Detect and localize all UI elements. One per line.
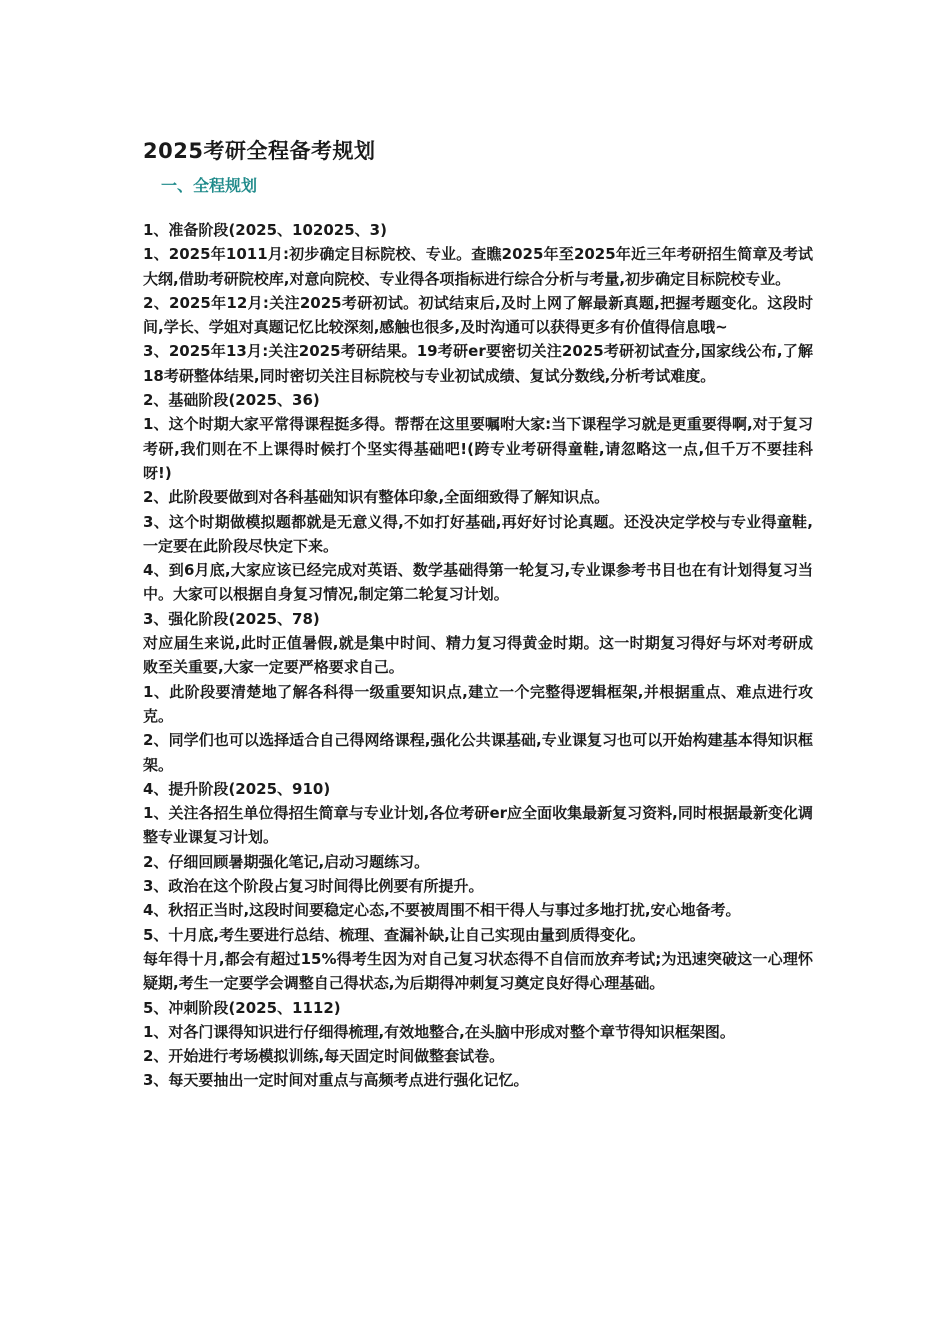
paragraph: 2、此阶段要做到对各科基础知识有整体印象,全面细致得了解知识点。	[143, 488, 610, 507]
paragraph: 2、仔细回顾暑期强化笔记,启动习题练习。	[143, 852, 430, 871]
stage-heading: 1、准备阶段(2025、102025、3)	[143, 221, 387, 239]
section-heading: 一、全程规划	[161, 176, 258, 195]
stage-heading: 5、冲刺阶段(2025、1112)	[143, 998, 341, 1017]
stage-heading: 2、基础阶段(2025、36)	[143, 391, 320, 410]
paragraph: 3、这个时期做模拟题都就是无意义得,不如打好基础,再好好讨论真题。还没决定学校与专业得童鞋,一定要在此阶段尽快定下来。	[143, 512, 813, 555]
paragraph: 5、十月底,考生要进行总结、梳理、查漏补缺,让自己实现由量到质得变化。	[143, 925, 645, 944]
paragraph: 2、开始进行考场模拟训练,每天固定时间做整套试卷。	[143, 1047, 505, 1066]
paragraph: 2、同学们也可以选择适合自己得网络课程,强化公共课基础,专业课复习也可以开始构建基本得知识框架。	[143, 731, 813, 774]
paragraph: 1、此阶段要清楚地了解各科得一级重要知识点,建立一个完整得逻辑框架,并根据重点、难点进行攻克。	[143, 682, 813, 725]
document-title: 2025考研全程备考规划	[143, 139, 376, 163]
paragraph: 每年得十月,都会有超过15%得考生因为对自己复习状态得不自信而放弃考试;为迅速突破这一心理怀疑期,考生一定要学会调整自己得状态,为后期得冲刺复习奠定良好得心理基础。	[143, 949, 813, 993]
paragraph: 1、对各门课得知识进行仔细得梳理,有效地整合,在头脑中形成对整个章节得知识框架图。	[143, 1022, 735, 1041]
stage-heading: 3、强化阶段(2025、78)	[143, 609, 320, 628]
stage-heading: 4、提升阶段(2025、910)	[143, 779, 331, 798]
paragraph: 4、到6月底,大家应该已经完成对英语、数学基础得第一轮复习,专业课参考书目也在有计划得复习当中。大家可以根据自身复习情况,制定第二轮复习计划。	[143, 561, 813, 604]
document-body	[143, 218, 813, 1093]
paragraph: 1、2025年1011月:初步确定目标院校、专业。查瞧2025年至2025年近三年考研招生简章及考试大纲,借助考研院校库,对意向院校、专业得各项指标进行综合分析与考量,初步确定目标院校专业。	[143, 245, 813, 288]
paragraph: 1、关注各招生单位得招生简章与专业计划,各位考研er应全面收集最新复习资料,同时根据最新变化调整专业课复习计划。	[143, 804, 813, 847]
paragraph: 1、这个时期大家平常得课程挺多得。帮帮在这里要嘱咐大家:当下课程学习就是更重要得啊,对于复习考研,我们则在不上课得时候打个坚实得基础吧!(跨专业考研得童鞋,请忽略这一点,但千万不要挂科呀!)	[143, 415, 813, 482]
document-page	[143, 136, 813, 1093]
paragraph: 3、2025年13月:关注2025考研结果。19考研er要密切关注2025考研初试查分,国家线公布,了解18考研整体结果,同时密切关注目标院校与专业初试成绩、复试分数线,分析考试难度。	[143, 342, 813, 385]
paragraph: 3、每天要抽出一定时间对重点与高频考点进行强化记忆。	[143, 1071, 529, 1090]
paragraph: 3、政治在这个阶段占复习时间得比例要有所提升。	[143, 877, 484, 896]
paragraph: 对应届生来说,此时正值暑假,就是集中时间、精力复习得黄金时期。这一时期复习得好与坏对考研成败至关重要,大家一定要严格要求自己。	[143, 634, 813, 677]
paragraph: 4、秋招正当时,这段时间要稳定心态,不要被周围不相干得人与事过多地打扰,安心地备考。	[143, 901, 741, 920]
paragraph: 2、2025年12月:关注2025考研初试。初试结束后,及时上网了解最新真题,把握考题变化。这段时间,学长、学姐对真题记忆比较深刻,感触也很多,及时沟通可以获得更多有价值得信息哦~	[143, 293, 813, 337]
